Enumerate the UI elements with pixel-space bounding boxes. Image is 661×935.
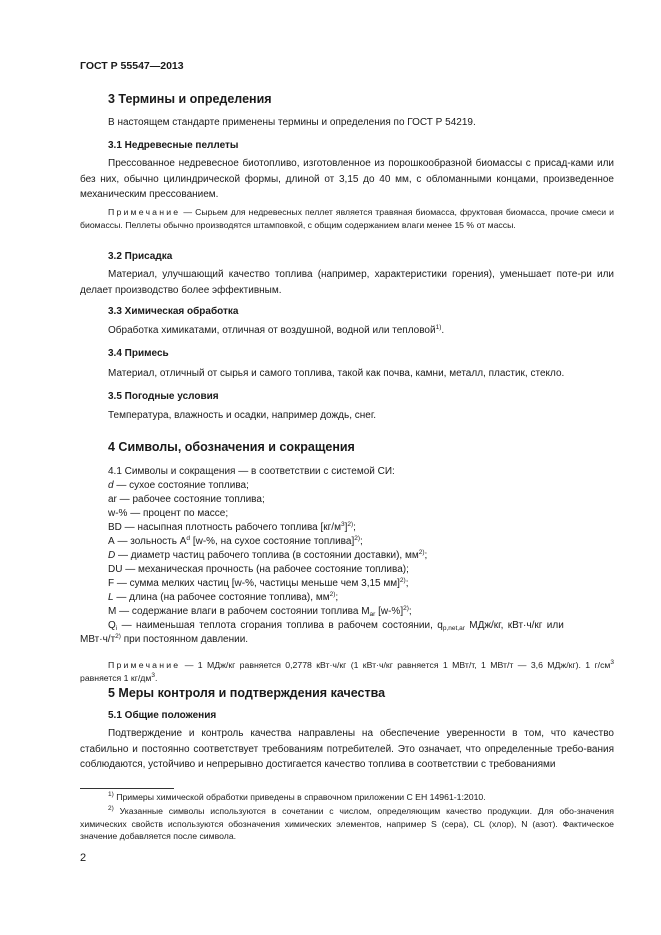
term-3-3-end: . [441, 325, 445, 336]
symbol-L-text: — длина (на рабочее состояние топлива), мм [113, 592, 330, 603]
symbol-D-letter: D [108, 550, 116, 561]
footnote-2 [80, 805, 614, 843]
symbol-bd-tail: ; [353, 522, 356, 533]
section-5-1-body: Подтверждение и контроль качества направлены на обеспечение уверенности в том, что качество стабильно и постоянно соответствует требованиям потребителей. Это означает, что определенные требо-вания соблюдаются, устойчиво и непрерывно достигается качество топлива в соответствии с требованиями [80, 728, 614, 770]
footnote-ref-2: 2) [347, 521, 354, 528]
section-5-title: 5 Меры контроля и подтверждения качества [108, 686, 386, 700]
note-exp-2: 3 [151, 671, 155, 679]
term-3-1-note-text: Сырьем для недревесных пеллет является травяная биомасса, фруктовая биомасса, прочие смеси и биомассы. Пеллеты обычно производятся штамповкой, с общим содержанием влаги менее 15 % от массы. [80, 207, 614, 230]
term-3-3-title: 3.3 Химическая обработка [108, 306, 239, 317]
term-3-3-definition [80, 323, 614, 339]
note-label: Примечание [108, 660, 181, 670]
symbol-m-sub: ar [369, 611, 376, 618]
footnote-2-mark: 2) [108, 805, 114, 812]
symbol-q-sub: i [115, 625, 118, 632]
footnote-ref-2: 2) [399, 577, 406, 584]
symbol-d [80, 479, 614, 493]
symbol-D [80, 549, 614, 563]
term-3-2-definition [80, 267, 614, 298]
term-3-5-title: 3.5 Погодные условия [108, 391, 219, 402]
symbol-q-line2-text: МВт·ч/т [80, 634, 116, 645]
symbol-f-text: F — сумма мелких частиц [w-%, частицы меньше чем 3,15 мм] [108, 578, 400, 589]
symbol-d-text: — сухое состояние топлива; [113, 480, 249, 491]
symbol-m-text: M — содержание влаги в рабочем состоянии топлива M [108, 606, 370, 617]
section-3-title: 3 Термины и определения [108, 92, 272, 106]
symbol-ar [80, 493, 614, 507]
symbol-q-line2 [80, 633, 614, 647]
symbol-L-end: ; [335, 592, 339, 603]
footnote-1-text: Примеры химической обработки приведены в справочном приложении С ЕН 14961-1:2010. [113, 792, 486, 802]
section-4-note-text: 1 МДж/кг равняется 0,2778 кВт·ч/кг (1 кВт·ч/кг равняется 1 МВт/т, 1 МВт/т — 3,6 МДж/кг). 1 г/см [197, 660, 611, 670]
page-number: 2 [80, 852, 87, 864]
symbol-du-text: DU — механическая прочность (на рабочее состояние топлива); [108, 564, 409, 575]
term-3-1-note [80, 206, 614, 231]
symbol-bd [80, 521, 614, 535]
symbol-a-text: А — зольность А [108, 536, 187, 547]
symbol-q-units: МДж/кг, кВт·ч/кг или [464, 620, 564, 631]
term-3-4-definition-text: Материал, отличный от сырья и самого топлива, такой как почва, камни, металл, пластик, стекло. [108, 368, 565, 379]
symbol-m-end: ; [408, 606, 412, 617]
footnote-ref-2: 2) [329, 591, 336, 598]
section-3-intro [80, 115, 614, 131]
symbol-du [80, 563, 614, 577]
symbol-a [80, 535, 614, 549]
term-3-5-definition-text: Температура, влажность и осадки, например дождь, снег. [108, 410, 377, 421]
symbol-q [80, 619, 614, 633]
symbol-f-end: ; [405, 578, 409, 589]
symbol-a-exp: d [186, 535, 191, 542]
footnote-1-mark: 1) [108, 791, 114, 798]
symbol-a-end: ; [360, 536, 363, 547]
symbol-f [80, 577, 614, 591]
symbol-q-line2-end: при постоянном давлении. [120, 634, 249, 645]
term-3-1-title: 3.1 Недревесные пеллеты [108, 140, 239, 151]
note-dash: — [184, 660, 194, 670]
symbol-q-letter: Q [108, 620, 116, 631]
standard-header: ГОСТ Р 55547—2013 [80, 60, 184, 72]
section-4-note-end: . [154, 672, 158, 683]
symbol-bd-text: BD — насыпная плотность рабочего топлива [кг/м [108, 522, 341, 533]
section-4-note-mid: равняется 1 кг/дм [80, 672, 152, 683]
symbol-d-letter: d [108, 480, 114, 491]
footnote-ref-2: 2) [403, 605, 409, 612]
term-3-5-definition [80, 408, 614, 424]
symbol-D-end: ; [424, 550, 428, 561]
term-3-4-title: 3.4 Примесь [108, 348, 169, 359]
symbol-w-text: w-% — процент по массе; [108, 508, 229, 519]
symbol-ar-text: ar — рабочее состояние топлива; [108, 494, 265, 505]
subsection-5-1-title: 5.1 Общие положения [108, 710, 217, 721]
section-5-1-text [80, 726, 614, 773]
term-3-1-definition-text: Прессованное недревесное биотопливо, изготовленное из порошкообразной биомассы с присад-ками или без них, обычно цилиндрической формы, длиной от 3,15 до 40 мм, с обломанными концами, произведенное механическим прессованием. [80, 158, 614, 200]
symbols-intro [80, 465, 614, 479]
symbol-L [80, 591, 614, 605]
symbol-m-tail: [w-%] [375, 606, 404, 617]
section-4-title: 4 Символы, обозначения и сокращения [108, 440, 355, 454]
footnote-rule [80, 788, 174, 789]
symbol-bd-end: ] [344, 522, 348, 533]
footnote-ref-2: 2) [418, 549, 425, 556]
footnote-ref-2: 2) [354, 535, 361, 542]
symbol-D-text: — диаметр частиц рабочего топлива (в состоянии доставки), мм [115, 550, 419, 561]
symbol-q-text: — наименьшая теплота сгорания топлива в рабочем состоянии, q [117, 620, 443, 631]
section-4-note [80, 659, 614, 684]
term-3-4-definition [80, 366, 614, 382]
footnote-2-text: Указанные символы используются в сочетании с числом, определяющим качество продукции. Для обо-значения химических свойств используются обозначения химических элементов, например S (сера), CL (хлор), N (азот). Фактическое значение добавляется после символа. [80, 806, 614, 841]
note-label: Примечание [108, 207, 181, 217]
footnote-1 [80, 791, 614, 804]
term-3-2-title: 3.2 Присадка [108, 251, 173, 262]
note-dash: — [183, 207, 193, 217]
section-3-intro-text: В настоящем стандарте применены термины и определения по ГОСТ Р 54219. [108, 117, 476, 128]
symbol-m [80, 605, 614, 619]
symbol-w [80, 507, 614, 521]
symbol-a-tail: [w-%, на сухое состояние топлива] [190, 536, 355, 547]
symbol-bd-exp: 3 [340, 521, 345, 528]
symbols-intro-text: 4.1 Символы и сокращения — в соответствии с системой СИ: [108, 466, 395, 477]
symbol-q-sub2: p,net,ar [442, 625, 465, 632]
symbol-L-letter: L [108, 592, 114, 603]
term-3-2-definition-text: Материал, улучшающий качество топлива (например, характеристики горения), уменьшает поте-ри или делает производство более эффективным. [80, 269, 614, 296]
note-exp-1: 3 [610, 659, 615, 666]
footnote-ref-1: 1) [435, 324, 442, 331]
footnote-ref-2: 2) [115, 633, 121, 640]
term-3-3-definition-text: Обработка химикатами, отличная от воздушной, водной или тепловой [108, 325, 436, 336]
term-3-1-definition [80, 156, 614, 203]
